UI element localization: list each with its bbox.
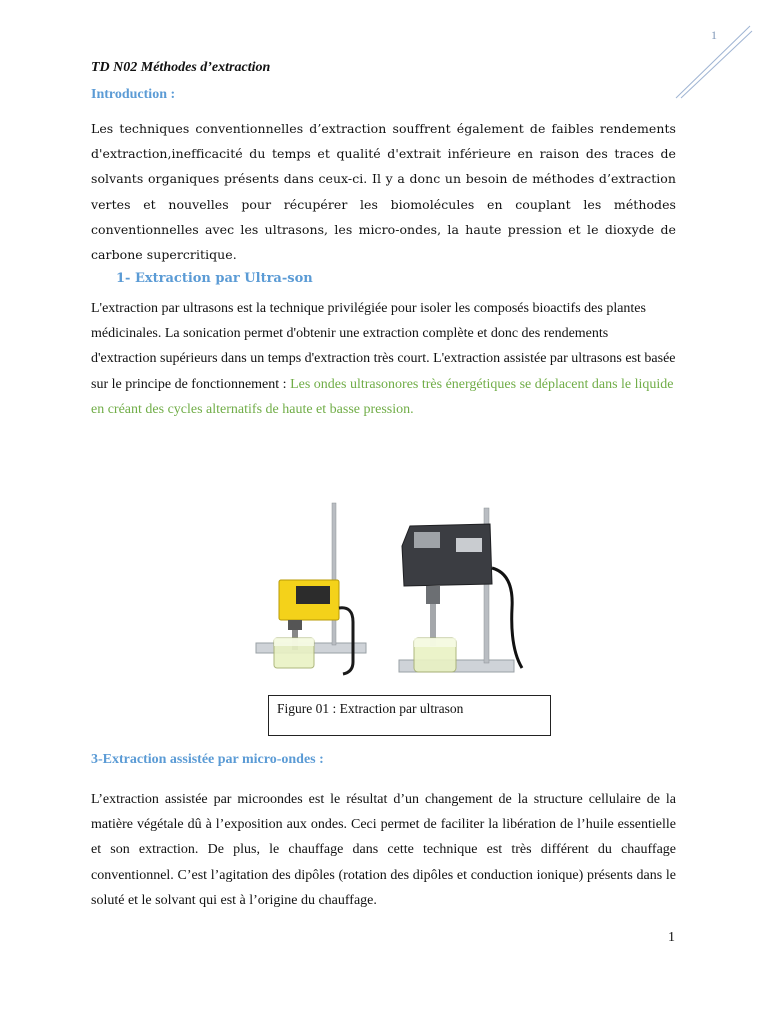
- section1-text: L'extraction par ultrasons est la technique privilégiée pour isoler les composés bioactifs des plantes médicinales. La sonication permet d'obtenir une extraction complète et donc des rendements d'extraction supérieurs dans un temps d'extraction très court. L'extraction assistée par ultrasons est basée sur le principe de fonctionnement :: [91, 301, 676, 392]
- ultrasound-figure-image: [234, 498, 534, 683]
- page-corner-number: 1: [711, 28, 717, 42]
- page-number: 1: [668, 930, 675, 945]
- section1-paragraph: [91, 296, 676, 422]
- section1-heading: 1- Extraction par Ultra-son: [116, 271, 313, 286]
- section3-paragraph: L’extraction assistée par microondes est le résultat d’un changement de la structure cellulaire de la matière végétale dû à l’exposition aux ondes. Ceci permet de faciliter la libération de l’huile essentielle et son extraction. De plus, le chauffage dans cette technique est très différent du chauffage conventionnel. C’est l’agitation des dipôles (rotation des dipôles et conduction ionique) présents dans le soluté et le solvant qui est à l’origine du chauffage.: [91, 792, 676, 908]
- figure-caption: Figure 01 : Extraction par ultrason: [277, 701, 464, 716]
- figure-caption-box: [268, 695, 551, 736]
- section1-highlight: Les ondes ultrasonores très énergétiques se déplacent dans le liquide en créant des cycles alternatifs de haute et basse pression.: [91, 376, 674, 417]
- introduction-paragraph: Les techniques conventionnelles d’extraction souffrent également de faibles rendements d'extraction,inefficacité du temps et qualité d'extrait inférieure en raison des traces de solvants organiques présents dans ceux-ci. Il y a donc un besoin de méthodes d’extraction vertes et nouvelles pour récupérer les biomolécules en couplant les méthodes conventionnelles avec les ultrasons, les micro-ondes, la haute pression et le dioxyde de carbone supercritique.: [91, 121, 676, 263]
- document-title: TD N02 Méthodes d’extraction: [91, 60, 271, 75]
- section3-heading: 3-Extraction assistée par micro-ondes :: [91, 752, 324, 767]
- corner-decoration: [672, 22, 756, 102]
- introduction-heading: Introduction :: [91, 87, 176, 102]
